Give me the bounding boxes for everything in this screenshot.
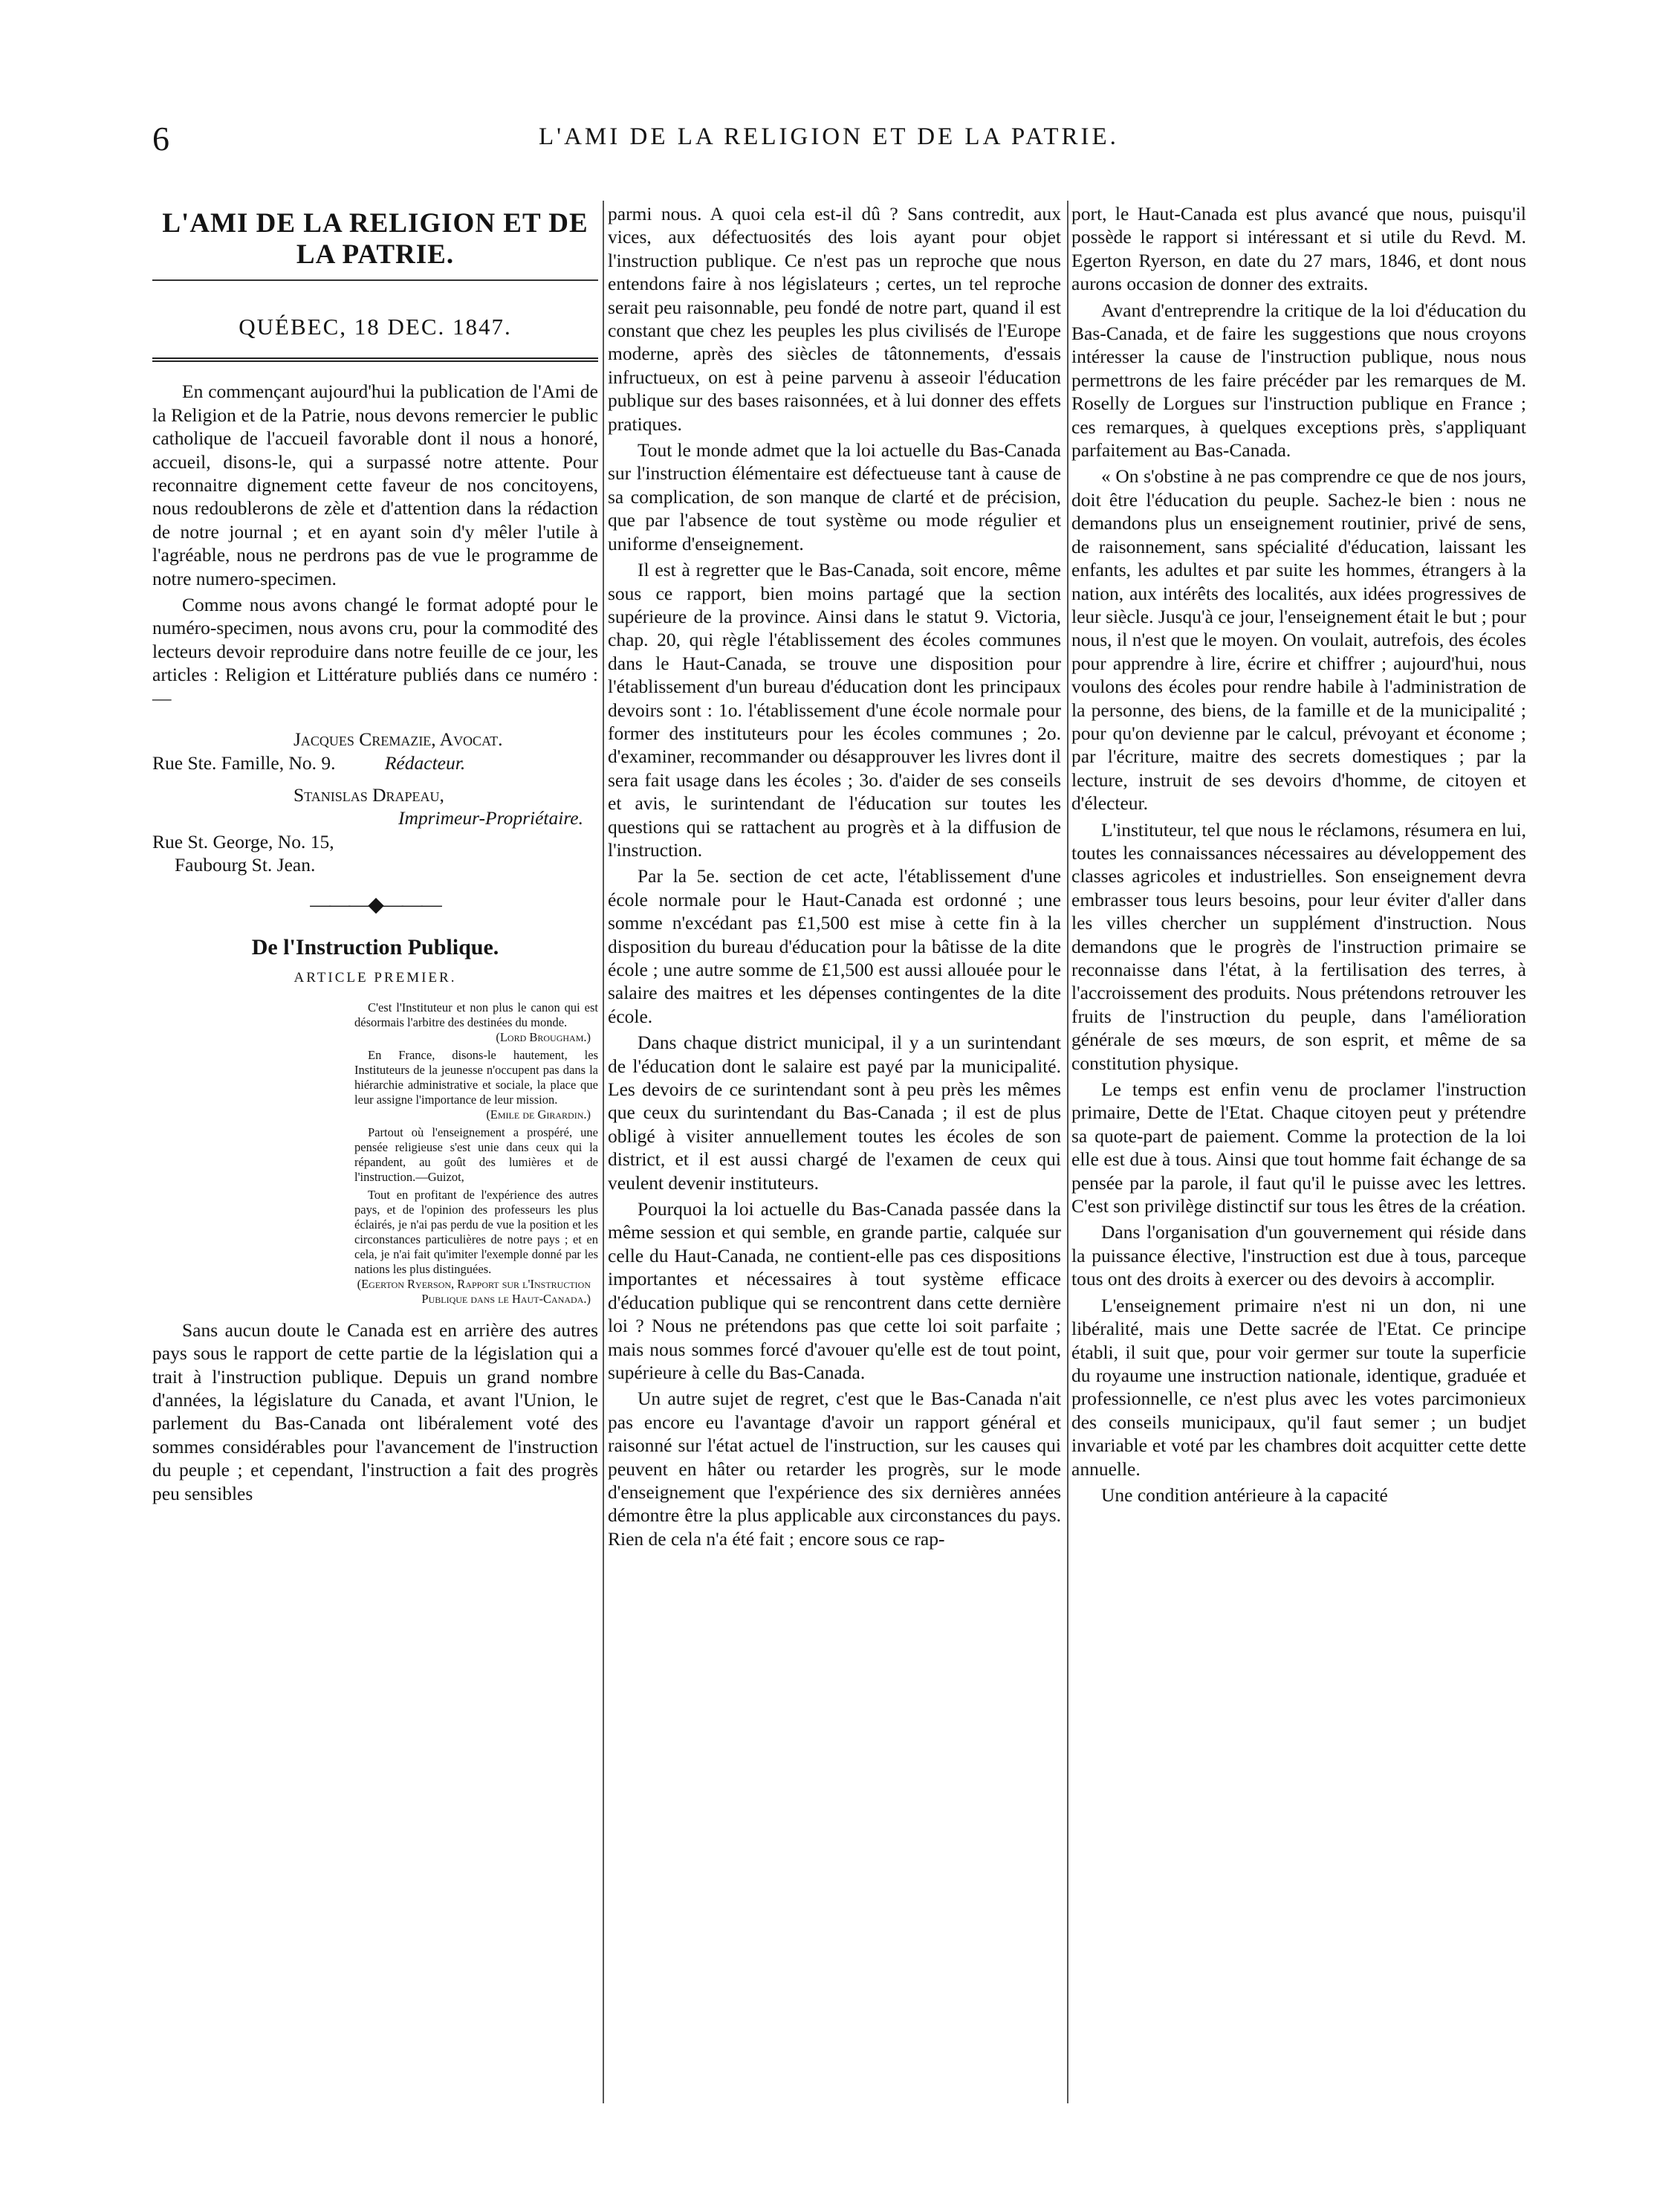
paragraph: port, le Haut-Canada est plus avancé que nous, puisqu'il possède le rapport si intéressant et si utile du Revd. M. Egerton Ryerson, en date du 27 mars, 1846, et dont nous aurons occasion de donner des extraits. <box>1071 203 1526 295</box>
paragraph: Dans chaque district municipal, il y a un surintendant de l'éducation dont le salaire est payé par la municipalité. Les devoirs de ce surintendant sont à peu près les mêmes que ceux du surintendant du Bas-Canada ; il est de plus obligé à visiter annuellement toutes les écoles de son district, et il est aussi chargé de l'examen de ceux qui veulent devenir instituteurs. <box>608 1032 1061 1194</box>
paragraph: Par la 5e. section de cet acte, l'établissement d'une école normale pour le Haut-Canada est ordonné ; une somme n'excédant pas £1,500 est mise à cette fin à la disposition du bureau d'éducation pour la bâtisse de la dite école ; une autre somme de £1,500 est aussi allouée pour le salaire des maitres et les dépenses contingentes de la dite école. <box>608 865 1061 1027</box>
signature-address: Rue St. George, No. 15, <box>152 830 334 852</box>
masthead-rule <box>152 279 598 281</box>
column-2 <box>608 202 1061 1553</box>
epigraph-quote: En France, disons-le hautement, les Instituteurs de la jeunesse n'occupent pas dans la hiérarchie administrative et sociale, la place que leur assigne l'importance de leur mission. <box>354 1047 598 1107</box>
column-rule <box>603 201 604 2103</box>
signature-role: Imprimeur-Propriétaire. <box>398 807 583 829</box>
paragraph: Il est à regretter que le Bas-Canada, soit encore, même sous ce rapport, bien moins partagé que la section supérieure de la province. Ainsi dans le statut 9. Victoria, chap. 20, qui règle l'établissement des écoles communes dans le Haut-Canada, se trouve une disposition pour l'établissement d'un bureau d'éducation dont les principaux devoirs sont : 1o. l'établissement d'une école normale pour former des instituteurs pour les écoles communes ; 2o. d'examiner, recommander ou désapprouver les livres dont il sera fait usage dans les écoles ; 3o. d'aider de ses conseils et avis, le surintendant de l'éducation sur toutes les questions qui se rattachent au progrès et à la diffusion de l'instruction. <box>608 559 1061 861</box>
running-head <box>152 119 1534 161</box>
masthead: L'AMI DE LA RELIGION ET DE LA PATRIE. <box>162 208 588 270</box>
paragraph: « On s'obstine à ne pas comprendre ce que de nos jours, doit être l'éducation du peuple. Sachez-le bien : nous ne demandons plus un enseignement routinier, privé de sens, de raisonnement, sans spécialité d'éducation, laissant les enfants, les adultes et par suite les hommes, étrangers à la nation, aux intérêts des localités, aux idées progressives de leur siècle. Jusqu'à ce jour, l'enseignement était le but ; pour nous, il n'est que le moyen. On voulait, autrefois, des écoles pour apprendre à lire, écrire et chiffrer ; aujourd'hui, nous voulons des écoles pour rendre habile à l'administration de la personne, des biens, de la famille et de la municipalité ; pour qu'on devienne par le calcul, prévoyant et économe ; par l'écriture, maitre des secrets domestiques ; par la lecture, instruit de ses devoirs d'homme, de citoyen et d'électeur. <box>1071 465 1526 815</box>
signature-address: Faubourg St. Jean. <box>175 854 316 876</box>
paragraph: En commençant aujourd'hui la publication de l'Ami de la Religion et de la Patrie, nous devons remercier le public catholique de l'accueil favorable dont il nous a honoré, accueil, disons-le, qui a surpassé notre attente. Pour reconnaitre dignement cette faveur de nos concitoyens, nous redoublerons de zèle et d'attention dans la rédaction de notre journal ; et en ayant soin d'y mêler l'utile à l'agréable, nous ne perdrons pas de vue le programme de notre numero-specimen. <box>152 381 598 589</box>
epigraph-attribution: (Egerton Ryerson, Rapport sur l'Instruction Publique dans le Haut-Canada.) <box>357 1276 591 1306</box>
paragraph: Sans aucun doute le Canada est en arrière des autres pays sous le rapport de cette partie de la législation qui a trait à l'instruction publique. Depuis un grand nombre d'années, la législature du Canada, et avant l'Union, le parlement du Bas-Canada ont libéralement voté des sommes considérables pour l'avancement de l'instruction du peuple ; et cependant, l'instruction a fait des progrès peu sensibles <box>152 1318 598 1504</box>
section-title: De l'Instruction Publique. <box>251 934 499 960</box>
epigraphs <box>354 1000 598 1307</box>
paragraph: Une condition antérieure à la capacité <box>1101 1483 1388 1506</box>
paragraph: Tout le monde admet que la loi actuelle du Bas-Canada sur l'instruction élémentaire est défectueuse tant à cause de sa complication, de son manque de clarté et de précision, que par l'absence de tout système ou mode régulier et uniforme d'enseignement. <box>608 439 1061 554</box>
signature-name: Stanislas Drapeau, <box>293 783 444 806</box>
signature-role: Rédacteur. <box>384 751 466 774</box>
signature-block <box>152 728 598 876</box>
paragraph: Avant d'entreprendre la critique de la loi d'éducation du Bas-Canada, et de faire les suggestions que nous croyons intéresser la cause de l'instruction publique, nous nous permettrons de les faire précéder par les remarques de M. Roselly de Lorgues sur l'instruction publique en France ; ces remarques, à quelques exceptions près, s'appliquant parfaitement au Bas-Canada. <box>1071 299 1526 462</box>
paragraph: L'instituteur, tel que nous le réclamons, résumera en lui, toutes les connaissances nécessaires au développement des classes agricoles et industrielles. Son enseignement devra embrasser tous leurs besoins, pour leur éviter d'aller dans les villes chercher un supplément d'instruction. Nous demandons que le progrès de l'instruction primaire se reconnaisse dans l'état, à la fertilisation des terres, à l'accroissement des produits. Nous prétendons retrouver les fruits de l'instruction du peuple, dans l'amélioration générale de ses mœurs, de son esprit, et même de sa constitution physique. <box>1071 818 1526 1074</box>
address-text: Rue Ste. Famille, No. 9. <box>152 751 336 774</box>
epigraph-quote: Partout où l'enseignement a prospéré, une pensée religieuse s'est unie dans ceux qui la répandent, au goût des lumières et de l'instruction.—Guizot, <box>354 1124 598 1184</box>
epigraph-quote: C'est l'Instituteur et non plus le canon qui est désormais l'arbitre des destinées du monde. <box>354 1000 598 1029</box>
running-title: L'AMI DE LA RELIGION ET DE LA PATRIE. <box>539 123 1119 150</box>
paragraph: Dans l'organisation d'un gouvernement qui réside dans la puissance élective, l'instruction est due à tous, parceque tous ont des droits à exercer ou des devoirs à accomplir. <box>1071 1221 1526 1290</box>
column-3 <box>1071 202 1526 1509</box>
paragraph: L'enseignement primaire n'est ni un don, ni une libéralité, mais une Dette sacrée de l'Etat. Ce principe établi, il suit que, pour voir germer sur toute la superficie du royaume une instruction nationale, identique, graduée et professionnelle, ce n'est plus avec les votes parcimonieux des conseils municipaux, qu'il faut semer ; un budjet invariable et voté par les chambres doit acquitter cette dette annuelle. <box>1071 1294 1526 1480</box>
paragraph: parmi nous. A quoi cela est-il dû ? Sans contredit, aux vices, aux défectuosités des lois ayant pour objet l'instruction publique. Ce n'est pas un reproche que nous entendons faire à nos législateurs ; certes, un tel reproche serait peu raisonnable, peu fondé de notre part, quand il est constant que chez les peuples les plus civilisés de l'Europe moderne, après des siècles de tâtonnements, d'essais infructueux, on est à peine parvenu à asseoir l'éducation publique sur des bases raisonnées, et à lui donner des effets pratiques. <box>608 203 1061 435</box>
epigraph-attribution: (Emile de Girardin.) <box>486 1107 591 1122</box>
paragraph: Un autre sujet de regret, c'est que le Bas-Canada n'ait pas encore eu l'avantage d'avoir un rapport général et raisonné sur l'état actuel de l'instruction, sur les causes qui peuvent en hâter ou retarder les progrès, sur le mode d'enseignement que l'expérience des six dernières années démontre être la plus applicable aux circonstances du pays. Rien de cela n'a été fait ; encore sous ce rap- <box>608 1388 1061 1550</box>
column-1 <box>152 202 598 1508</box>
epigraph-attribution: (Lord Brougham.) <box>496 1029 591 1044</box>
paragraph: Pourquoi la loi actuelle du Bas-Canada passée dans la même session et qui semble, en grande partie, calquée sur celle du Haut-Canada, ne contient-elle pas ces dispositions importantes et nécessaires à tout système efficace d'éducation publique qui se rencontrent dans cette dernière loi ? Nous ne prétendons pas que cette loi soit parfaite ; mais nous sommes forcé d'avouer qu'elle est de tout point, supérieure à celle du Bas-Canada. <box>608 1198 1061 1383</box>
paragraph: Le temps est enfin venu de proclamer l'instruction primaire, Dette de l'Etat. Chaque citoyen peut y prétendre sa quote-part de paiement. Comme la protection de la loi elle est due à tous. Ainsi que tout homme fait échange de sa pensée par la parole, il faut qu'il le puisse avec les lettres. C'est son privilège distinctif sur tous les êtres de la création. <box>1071 1078 1526 1217</box>
column-rule <box>1067 201 1068 2103</box>
signature-address <box>152 751 598 774</box>
dateline: QUÉBEC, 18 DEC. 1847. <box>239 314 512 340</box>
article-label: ARTICLE PREMIER. <box>293 970 457 986</box>
dateline-rule <box>152 357 598 362</box>
page-number: 6 <box>152 120 169 158</box>
paragraph: Comme nous avons changé le format adopté pour le numéro-specimen, nous avons cru, pour la commodité des lecteurs devoir reproduire dans notre feuille de ce jour, les articles : Religion et Littérature publiés dans ce numéro :— <box>152 594 598 709</box>
epigraph-quote: Tout en profitant de l'expérience des autres pays, et de l'opinion des professeurs les plus éclairés, je n'ai pas perdu de vue la position et les circonstances particulières de notre pays ; et en cela, je n'ai fait qu'imiter l'exemple donné par les nations les plus distinguées. <box>354 1187 598 1276</box>
ornament-divider: ———◆——— <box>310 893 441 916</box>
signature-name: Jacques Cremazie, Avocat. <box>293 728 503 751</box>
